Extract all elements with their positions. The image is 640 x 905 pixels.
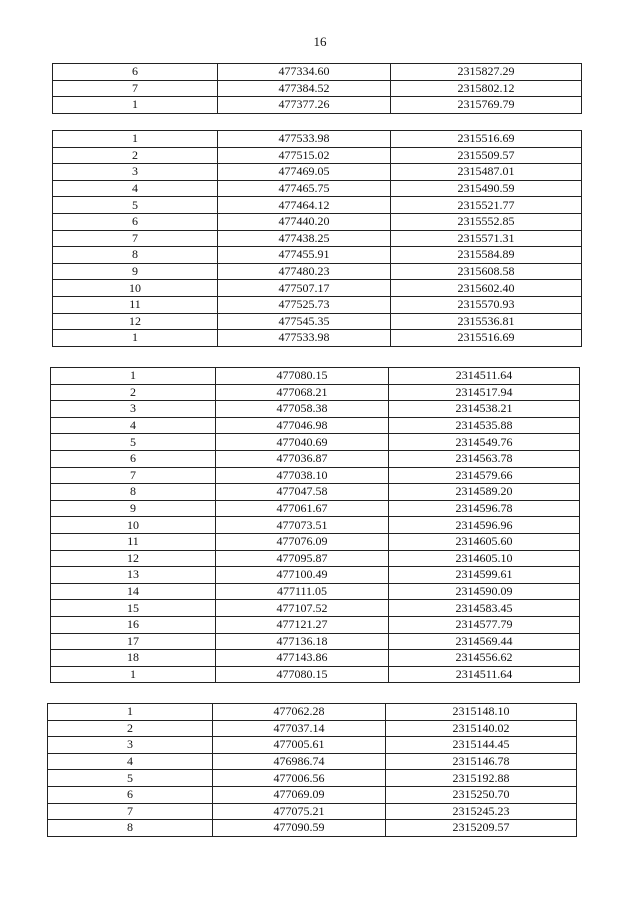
table-row xyxy=(48,704,577,721)
y-coordinate-cell: 2315571.31 xyxy=(391,230,582,247)
x-coordinate-cell: 477121.27 xyxy=(216,616,389,633)
table-row xyxy=(51,616,580,633)
point-number-cell: 15 xyxy=(51,600,216,617)
point-number-cell: 11 xyxy=(51,533,216,550)
table-row xyxy=(53,247,582,264)
point-number-cell: 13 xyxy=(51,567,216,584)
table-row xyxy=(53,97,582,114)
table-row xyxy=(48,820,577,837)
x-coordinate-cell: 477080.15 xyxy=(216,666,389,683)
x-coordinate-cell: 477076.09 xyxy=(216,533,389,550)
table-row xyxy=(51,666,580,683)
x-coordinate-cell: 477069.09 xyxy=(213,786,386,803)
x-coordinate-cell: 477036.87 xyxy=(216,450,389,467)
table-row xyxy=(51,533,580,550)
x-coordinate-cell: 477464.12 xyxy=(218,197,391,214)
y-coordinate-cell: 2315769.79 xyxy=(391,97,582,114)
table-row xyxy=(48,737,577,754)
point-number-cell: 12 xyxy=(53,313,218,330)
point-number-cell: 6 xyxy=(48,786,213,803)
y-coordinate-cell: 2315148.10 xyxy=(386,704,577,721)
y-coordinate-cell: 2314569.44 xyxy=(389,633,580,650)
table-row xyxy=(51,600,580,617)
x-coordinate-cell: 477545.35 xyxy=(218,313,391,330)
y-coordinate-cell: 2315584.89 xyxy=(391,247,582,264)
point-number-cell: 7 xyxy=(51,467,216,484)
table-row xyxy=(53,263,582,280)
table-row xyxy=(53,330,582,347)
point-number-cell: 8 xyxy=(53,247,218,264)
x-coordinate-cell: 477061.67 xyxy=(216,500,389,517)
x-coordinate-cell: 477143.86 xyxy=(216,650,389,667)
x-coordinate-cell: 477047.58 xyxy=(216,484,389,501)
y-coordinate-cell: 2314605.10 xyxy=(389,550,580,567)
table-row xyxy=(48,753,577,770)
y-coordinate-cell: 2314605.60 xyxy=(389,533,580,550)
point-number-cell: 8 xyxy=(51,484,216,501)
y-coordinate-cell: 2314599.61 xyxy=(389,567,580,584)
x-coordinate-cell: 477440.20 xyxy=(218,213,391,230)
table-row xyxy=(51,500,580,517)
x-coordinate-cell: 477058.38 xyxy=(216,401,389,418)
y-coordinate-cell: 2315602.40 xyxy=(391,280,582,297)
table-row xyxy=(53,180,582,197)
x-coordinate-cell: 477037.14 xyxy=(213,720,386,737)
table-row xyxy=(51,417,580,434)
y-coordinate-cell: 2314577.79 xyxy=(389,616,580,633)
x-coordinate-cell: 477068.21 xyxy=(216,384,389,401)
table-row xyxy=(53,280,582,297)
point-number-cell: 4 xyxy=(53,180,218,197)
x-coordinate-cell: 477006.56 xyxy=(213,770,386,787)
point-number-cell: 11 xyxy=(53,296,218,313)
y-coordinate-cell: 2315827.29 xyxy=(391,64,582,81)
page-number: 16 xyxy=(313,34,327,49)
y-coordinate-cell: 2314589.20 xyxy=(389,484,580,501)
x-coordinate-cell: 477046.98 xyxy=(216,417,389,434)
coordinate-table-2 xyxy=(52,130,582,347)
table-row xyxy=(51,467,580,484)
point-number-cell: 1 xyxy=(53,131,218,148)
y-coordinate-cell: 2314563.78 xyxy=(389,450,580,467)
y-coordinate-cell: 2314535.88 xyxy=(389,417,580,434)
table-row xyxy=(53,230,582,247)
point-number-cell: 7 xyxy=(53,230,218,247)
y-coordinate-cell: 2315146.78 xyxy=(386,753,577,770)
point-number-cell: 6 xyxy=(53,213,218,230)
y-coordinate-cell: 2315516.69 xyxy=(391,131,582,148)
table-row xyxy=(53,131,582,148)
x-coordinate-cell: 477038.10 xyxy=(216,467,389,484)
x-coordinate-cell: 477515.02 xyxy=(218,147,391,164)
table-row xyxy=(51,401,580,418)
y-coordinate-cell: 2314579.66 xyxy=(389,467,580,484)
point-number-cell: 3 xyxy=(48,737,213,754)
y-coordinate-cell: 2314549.76 xyxy=(389,434,580,451)
y-coordinate-cell: 2315144.45 xyxy=(386,737,577,754)
point-number-cell: 1 xyxy=(48,704,213,721)
x-coordinate-cell: 477525.73 xyxy=(218,296,391,313)
point-number-cell: 3 xyxy=(53,164,218,181)
table-row xyxy=(53,64,582,81)
y-coordinate-cell: 2315570.93 xyxy=(391,296,582,313)
table-row xyxy=(51,384,580,401)
x-coordinate-cell: 477334.60 xyxy=(218,64,391,81)
y-coordinate-cell: 2315802.12 xyxy=(391,80,582,97)
table-row xyxy=(48,786,577,803)
y-coordinate-cell: 2315490.59 xyxy=(391,180,582,197)
y-coordinate-cell: 2315608.58 xyxy=(391,263,582,280)
y-coordinate-cell: 2315536.81 xyxy=(391,313,582,330)
y-coordinate-cell: 2314511.64 xyxy=(389,666,580,683)
y-coordinate-cell: 2314517.94 xyxy=(389,384,580,401)
x-coordinate-cell: 477438.25 xyxy=(218,230,391,247)
x-coordinate-cell: 477136.18 xyxy=(216,633,389,650)
y-coordinate-cell: 2314556.62 xyxy=(389,650,580,667)
x-coordinate-cell: 477465.75 xyxy=(218,180,391,197)
table-row xyxy=(53,296,582,313)
y-coordinate-cell: 2314596.78 xyxy=(389,500,580,517)
x-coordinate-cell: 477377.26 xyxy=(218,97,391,114)
x-coordinate-cell: 477111.05 xyxy=(216,583,389,600)
table-row xyxy=(51,567,580,584)
point-number-cell: 3 xyxy=(51,401,216,418)
table-row xyxy=(53,80,582,97)
y-coordinate-cell: 2315140.02 xyxy=(386,720,577,737)
point-number-cell: 5 xyxy=(53,197,218,214)
x-coordinate-cell: 477075.21 xyxy=(213,803,386,820)
y-coordinate-cell: 2315245.23 xyxy=(386,803,577,820)
y-coordinate-cell: 2315209.57 xyxy=(386,820,577,837)
table-row xyxy=(53,164,582,181)
y-coordinate-cell: 2315552.85 xyxy=(391,213,582,230)
point-number-cell: 12 xyxy=(51,550,216,567)
point-number-cell: 8 xyxy=(48,820,213,837)
x-coordinate-cell: 477100.49 xyxy=(216,567,389,584)
point-number-cell: 10 xyxy=(51,517,216,534)
point-number-cell: 10 xyxy=(53,280,218,297)
y-coordinate-cell: 2315250.70 xyxy=(386,786,577,803)
y-coordinate-cell: 2315192.88 xyxy=(386,770,577,787)
table-row xyxy=(51,450,580,467)
point-number-cell: 9 xyxy=(51,500,216,517)
point-number-cell: 18 xyxy=(51,650,216,667)
x-coordinate-cell: 477095.87 xyxy=(216,550,389,567)
y-coordinate-cell: 2315487.01 xyxy=(391,164,582,181)
table-row xyxy=(51,434,580,451)
point-number-cell: 1 xyxy=(53,97,218,114)
y-coordinate-cell: 2314511.64 xyxy=(389,368,580,385)
table-row xyxy=(51,517,580,534)
x-coordinate-cell: 477469.05 xyxy=(218,164,391,181)
table-row xyxy=(53,147,582,164)
point-number-cell: 2 xyxy=(51,384,216,401)
x-coordinate-cell: 477040.69 xyxy=(216,434,389,451)
coordinate-table-3 xyxy=(50,367,580,683)
x-coordinate-cell: 477005.61 xyxy=(213,737,386,754)
x-coordinate-cell: 477480.23 xyxy=(218,263,391,280)
table-row xyxy=(48,770,577,787)
point-number-cell: 2 xyxy=(48,720,213,737)
point-number-cell: 16 xyxy=(51,616,216,633)
x-coordinate-cell: 476986.74 xyxy=(213,753,386,770)
table-row xyxy=(51,650,580,667)
point-number-cell: 4 xyxy=(51,417,216,434)
y-coordinate-cell: 2314596.96 xyxy=(389,517,580,534)
table-row xyxy=(51,550,580,567)
point-number-cell: 7 xyxy=(48,803,213,820)
table-row xyxy=(48,720,577,737)
y-coordinate-cell: 2315521.77 xyxy=(391,197,582,214)
x-coordinate-cell: 477533.98 xyxy=(218,131,391,148)
point-number-cell: 6 xyxy=(53,64,218,81)
coordinate-table-1 xyxy=(52,63,582,114)
point-number-cell: 1 xyxy=(53,330,218,347)
x-coordinate-cell: 477507.17 xyxy=(218,280,391,297)
point-number-cell: 14 xyxy=(51,583,216,600)
point-number-cell: 2 xyxy=(53,147,218,164)
table-row xyxy=(51,633,580,650)
point-number-cell: 7 xyxy=(53,80,218,97)
table-row xyxy=(51,368,580,385)
point-number-cell: 4 xyxy=(48,753,213,770)
x-coordinate-cell: 477533.98 xyxy=(218,330,391,347)
point-number-cell: 17 xyxy=(51,633,216,650)
x-coordinate-cell: 477107.52 xyxy=(216,600,389,617)
point-number-cell: 1 xyxy=(51,666,216,683)
coordinate-table-4 xyxy=(47,703,577,837)
y-coordinate-cell: 2314538.21 xyxy=(389,401,580,418)
point-number-cell: 5 xyxy=(51,434,216,451)
point-number-cell: 1 xyxy=(51,368,216,385)
x-coordinate-cell: 477384.52 xyxy=(218,80,391,97)
table-row xyxy=(53,197,582,214)
table-row xyxy=(51,484,580,501)
table-row xyxy=(48,803,577,820)
table-row xyxy=(51,583,580,600)
x-coordinate-cell: 477080.15 xyxy=(216,368,389,385)
table-row xyxy=(53,213,582,230)
x-coordinate-cell: 477073.51 xyxy=(216,517,389,534)
point-number-cell: 5 xyxy=(48,770,213,787)
point-number-cell: 9 xyxy=(53,263,218,280)
y-coordinate-cell: 2314590.09 xyxy=(389,583,580,600)
x-coordinate-cell: 477455.91 xyxy=(218,247,391,264)
x-coordinate-cell: 477090.59 xyxy=(213,820,386,837)
point-number-cell: 6 xyxy=(51,450,216,467)
x-coordinate-cell: 477062.28 xyxy=(213,704,386,721)
y-coordinate-cell: 2314583.45 xyxy=(389,600,580,617)
table-row xyxy=(53,313,582,330)
y-coordinate-cell: 2315509.57 xyxy=(391,147,582,164)
y-coordinate-cell: 2315516.69 xyxy=(391,330,582,347)
